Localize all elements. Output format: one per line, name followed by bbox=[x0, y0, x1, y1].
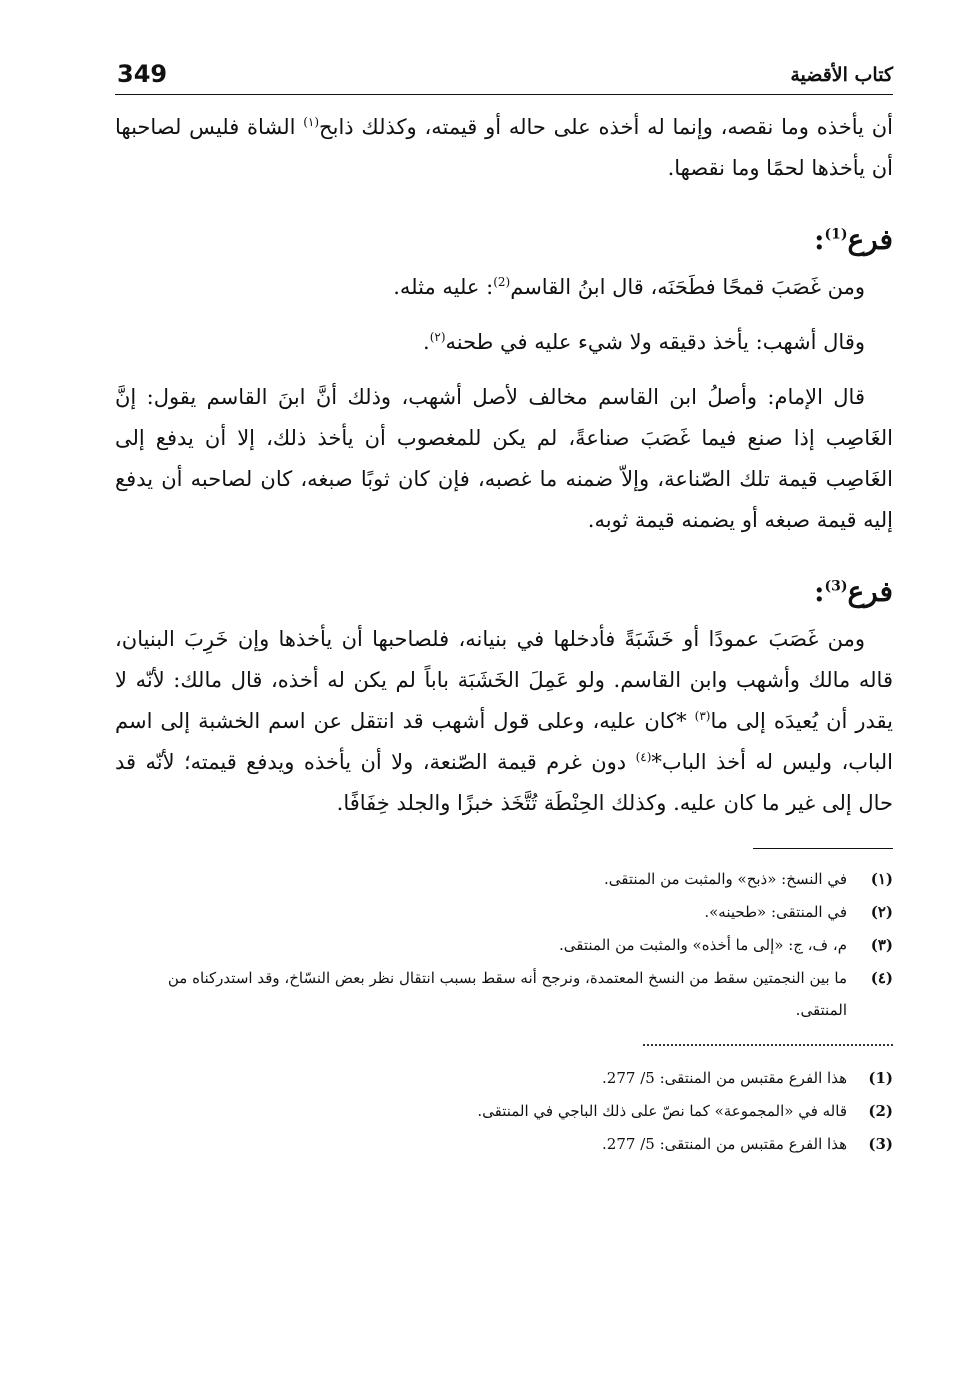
section-heading-furu-1: فرع$^{(1)}$: bbox=[814, 223, 893, 256]
footnote-item: (١) في النسخ: «ذبح» والمثبت من المنتقى. bbox=[604, 870, 893, 888]
footnote-item: (1) هذا الفرع مقتبس من المنتقى: 5/ 277. bbox=[602, 1069, 893, 1087]
paragraph-5: ومن غَصَبَ عمودًا أو خَشَبَةً فأدخلها في بنيانه، فلصاحبها أن يأخذها وإن خَرِبَ البنيان، قاله مالك وأشهب وابن القاسم. ولو عَمِلَ الخَشَبَة باباً لم يكن له أخذه، قال مالك: لأنّه لا يقدر أن يُعيدَه إلى ما$^{(٣)}$ *كان عليه، وعلى قول أشهب قد انتقل عن اسم الخشبة إلى اسم الباب، وليس له أخذ الباب*$^{(٤)}$ دون غرم قيمة الصّنعة، ولا أن يأخذه ويدفع قيمته؛ لأنّه قد حال إلى غير ما كان عليه. وكذلك الحِنْطَة تُتَّخَذ خبزًا والجلد خِفَافًا. bbox=[115, 627, 893, 815]
footnote-item: (٣) م، ف، ج: «إلى ما أخذه» والمثبت من المنتقى. bbox=[559, 936, 893, 954]
footnote-ref-4[interactable]: (٣) bbox=[694, 709, 711, 723]
dotted-separator bbox=[643, 1044, 893, 1046]
section-heading-furu-2: فرع$^{(3)}$: bbox=[814, 575, 893, 608]
footnote-item: (3) هذا الفرع مقتبس من المنتقى: 5/ 277. bbox=[602, 1135, 893, 1153]
footnote-item: (٢) في المنتقى: «طحينه». bbox=[704, 903, 893, 921]
footnote-ref-1[interactable]: (١) bbox=[303, 115, 320, 129]
main-text bbox=[115, 107, 893, 824]
footnote-ref-5[interactable]: (٤) bbox=[635, 750, 652, 764]
footnote-ref-2[interactable]: (2) bbox=[493, 275, 511, 289]
footnotes-arabic bbox=[115, 863, 893, 1026]
chapter-title: كتاب الأقضية bbox=[790, 64, 893, 86]
footnote-ref-3[interactable]: (٢) bbox=[429, 330, 446, 344]
footnote-ref-furu-2[interactable]: (3) bbox=[824, 578, 848, 595]
footnotes-editorial bbox=[115, 1062, 893, 1161]
paragraph-2: ومن غَصَبَ قمحًا فطَحَنَه، قال ابنُ القاسم$^{(2)}$: عليه مثله. bbox=[393, 275, 865, 299]
footnote-item: (٤) ما بين النجمتين سقط من النسخ المعتمدة، ونرجح أنه سقط بسبب انتقال نظر بعض النسّاخ، وقد استدركناه من المنتقى. bbox=[167, 969, 893, 1019]
footnote-separator bbox=[753, 848, 893, 849]
page-number: 349 bbox=[117, 60, 168, 88]
paragraph-1: أن يأخذه وما نقصه، وإنما له أخذه على حاله أو قيمته، وكذلك ذابح$^{(١)}$ الشاة فليس لصاحبها أن يأخذها لحمًا وما نقصها. bbox=[115, 115, 893, 180]
book-page bbox=[115, 58, 893, 1161]
running-header bbox=[115, 58, 893, 95]
footnote-item: (2) قاله في «المجموعة» كما نصّ على ذلك الباجي في المنتقى. bbox=[477, 1102, 893, 1120]
paragraph-3: وقال أشهب: يأخذ دقيقه ولا شيء عليه في طحنه$^{(٢)}$. bbox=[423, 330, 865, 354]
footnote-ref-furu-1[interactable]: (1) bbox=[824, 226, 848, 243]
paragraph-4: قال الإمام: وأصلُ ابن القاسم مخالف لأصل أشهب، وذلك أنَّ ابنَ القاسم يقول: إنَّ الغَاصِب إذا صنع فيما غَصَبَ صناعةً، لم يكن للمغصوب أن يأخذ ذلك، إلا أن يدفع إلى الغَاصِب قيمة تلك الصّناعة، وإلاّ ضمنه ما غصبه، فإن كان ثوبًا صبغه، كان لصاحبه أن يدفع إليه قيمة صبغه أو يضمنه قيمة ثوبه. bbox=[115, 385, 893, 532]
